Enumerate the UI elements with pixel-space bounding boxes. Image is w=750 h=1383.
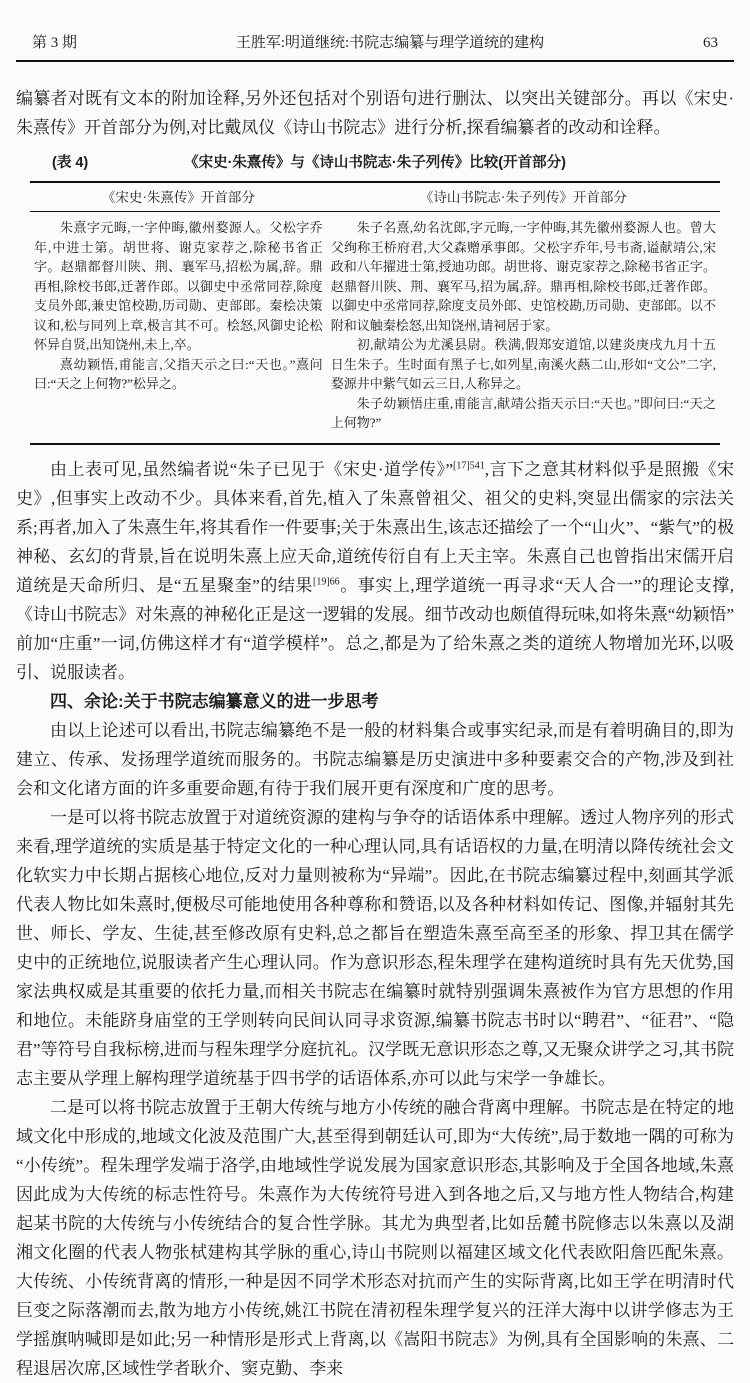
analysis-paragraph <box>16 455 734 687</box>
table-caption-label: (表 4) <box>52 155 89 171</box>
page-number: 63 <box>703 35 718 51</box>
column-header-songshi: 《宋史·朱熹传》开首部分 <box>30 182 327 212</box>
analysis-text-1: 由上表可见,虽然编者说“朱子已见于《宋史·道学传》” <box>50 459 454 479</box>
table-caption <box>30 154 720 173</box>
shishan-paragraph-1: 朱子名熹,幼名沈郎,字元晦,一字仲晦,其先徽州婺源人也。曾大父绚称王桥府君,大父森赠承事郎。父松字乔年,号韦斋,谥献靖公,宋政和八年擢进士第,授迪功郎。胡世将、谢克家荐之,除秘书省正字。赵鼎督川陕、荆、襄军马,招为属,辞。鼎再相,除校书郎,迁著作郎。以御史中丞常同荐,除度支员外郎、史馆校勘,历司勋、吏部郎。以不附和议触秦桧怒,出知饶州,请祠居于家。 <box>330 220 716 333</box>
table-body-row <box>30 212 720 444</box>
citation-ref-19: [19]66 <box>313 576 340 588</box>
analysis-text-2: ,言下之意其材料似乎是照搬《宋史》,但事实上改动不少。具体来看,首先,植入了朱熹曾祖父、祖父的史料,突显出儒家的宗法关系;再者,加入了朱熹生年,将其看作一件要事;关于朱熹出生,该志还描绘了一个“山火”、“紫气”的极神秘、玄幻的背景,旨在说明朱熹上应天命,道统传衍自有上天主宰。朱熹自己也曾指出宋儒开启道统是天命所归、是“五星聚奎”的结果 <box>16 459 734 595</box>
citation-ref-17: [17]541 <box>453 460 485 472</box>
shishan-paragraph-2: 初,献靖公为尤溪县尉。秩满,假郑安道馆,以建炎庚戌九月十五日生朱子。生时面有黑子七,如列星,南溪火爇二山,形如“文公”二字,婺源井中紫气如云三日,人称异之。 <box>330 337 716 392</box>
section-heading-conclusion: 四、余论:关于书院志编纂意义的进一步思考 <box>50 691 379 711</box>
table-cell-shishan <box>327 212 720 444</box>
issue-label: 第 3 期 <box>32 35 78 51</box>
column-header-shishan: 《诗山书院志·朱子列传》开首部分 <box>327 182 720 212</box>
comparison-table-block <box>30 154 720 445</box>
table-caption-title: 《宋史·朱熹传》与《诗山书院志·朱子列传》比较(开首部分) <box>184 155 566 171</box>
running-title: 王胜军:明道继统:书院志编纂与理学道统的建构 <box>235 35 545 51</box>
analysis-text-3: 。事实上,理学道统一再寻求“天人合一”的理论支撑,《诗山书院志》对朱熹的神秘化正是这一逻辑的发展。细节改动也颇值得玩味,如将朱熹“幼颖悟”前加“庄重”一词,仿佛这样才有“道学模样”。总之,都是为了给朱熹之类的道统人物增加光环,以吸引、说服读者。 <box>16 575 735 682</box>
shishan-paragraph-3: 朱子幼颖悟庄重,甫能言,献靖公指天示曰:“天也。”即问曰:“天之上何物?” <box>330 395 716 431</box>
conclusion-paragraph-1: 由以上论述可以看出,书院志编纂绝不是一般的材料集合或事实纪录,而是有着明确目的,即为建立、传承、发扬理学道统而服务的。书院志编纂是历史演进中多种要素交合的产物,涉及到社会和文化诸方面的许多重要命题,有待于我们展开更有深度和广度的思考。 <box>16 720 734 798</box>
conclusion-paragraph-2: 一是可以将书院志放置于对道统资源的建构与争夺的话语体系中理解。透过人物序列的形式来看,理学道统的实质是基于特定文化的一种心理认同,具有话语权的力量,在明清以降传统社会文化软实力中长期占据核心地位,反对力量则被称为“异端”。因此,在书院志编纂过程中,刻画其学派代表人物比如朱熹时,便极尽可能地使用各种尊称和赞语,以及各种材料如传记、图像,并辐射其先世、师长、学友、生徒,甚至修改原有史料,总之都旨在塑造朱熹至高至圣的形象、捍卫其在儒学史中的正统地位,说服读者产生心理认同。作为意识形态,程朱理学在建构道统时具有先天优势,国家法典权威是其重要的依托力量,而相关书院志在编纂时就特别强调朱熹被作为官方思想的作用和地位。未能跻身庙堂的王学则转向民间认同寻求资源,编纂书院志书时以“聘君”、“征君”、“隐君”等符号自我标榜,进而与程朱理学分庭抗礼。汉学既无意识形态之尊,又无聚众讲学之习,其书院志主要从学理上解构理学道统基于四书学的话语体系,亦可以此与宋学一争雄长。 <box>16 807 734 1088</box>
songshi-paragraph-2: 熹幼颖悟,甫能言,父指天示之曰:“天也。”熹问曰:“天之上何物?”松异之。 <box>34 356 323 392</box>
comparison-table <box>30 181 720 445</box>
table-header-row <box>30 182 720 212</box>
running-header <box>16 34 734 52</box>
songshi-paragraph-1: 朱熹字元晦,一字仲晦,徽州婺源人。父松字乔年,中进士第。胡世将、谢克家荐之,除秘书省正字。赵鼎都督川陕、荆、襄军马,招松为属,辞。鼎再相,除校书郎,迁著作郎。以御史中丞常同荐,除度支员外郎,兼史馆校勘,历司勋、吏部郎。秦桧决策议和,松与同列上章,极言其不可。桧怒,风御史论松怀异自贤,出知饶州,未上,卒。 <box>34 220 323 353</box>
intro-paragraph: 编纂者对既有文本的附加诠释,另外还包括对个别语句进行删汰、以突出关键部分。再以《宋史·朱熹传》开首部分为例,对比戴凤仪《诗山书院志》进行分析,探看编纂者的改动和诠释。 <box>16 89 734 137</box>
conclusion-paragraph-3: 二是可以将书院志放置于王朝大传统与地方小传统的融合背离中理解。书院志是在特定的地域文化中形成的,地域文化波及范围广大,甚至得到朝廷认可,即为“大传统”,局于数地一隅的可称为“小传统”。程朱理学发端于洛学,由地域性学说发展为国家意识形态,其影响及于全国各地域,朱熹因此成为大传统的标志性符号。朱熹作为大传统符号进入到各地之后,又与地方性人物结合,构建起某书院的大传统与小传统结合的复合性学脉。其尤为典型者,比如岳麓书院修志以朱熹以及湖湘文化圈的代表人物张栻建构其学脉的重心,诗山书院则以福建区域文化代表欧阳詹匹配朱熹。大传统、小传统背离的情形,一种是因不同学术形态对抗而产生的实际背离,比如王学在明清时代巨变之际落潮而去,散为地方小传统,姚江书院在清初程朱理学复兴的汪洋大海中以讲学修志为王学摇旗呐喊即是如此;另一种情形是形式上背离,以《嵩阳书院志》为例,具有全国影响的朱熹、二程退居次席,区域性学者耿介、窦克勤、李来 <box>16 1097 734 1378</box>
header-rule <box>16 60 734 62</box>
table-cell-songshi <box>30 212 327 444</box>
